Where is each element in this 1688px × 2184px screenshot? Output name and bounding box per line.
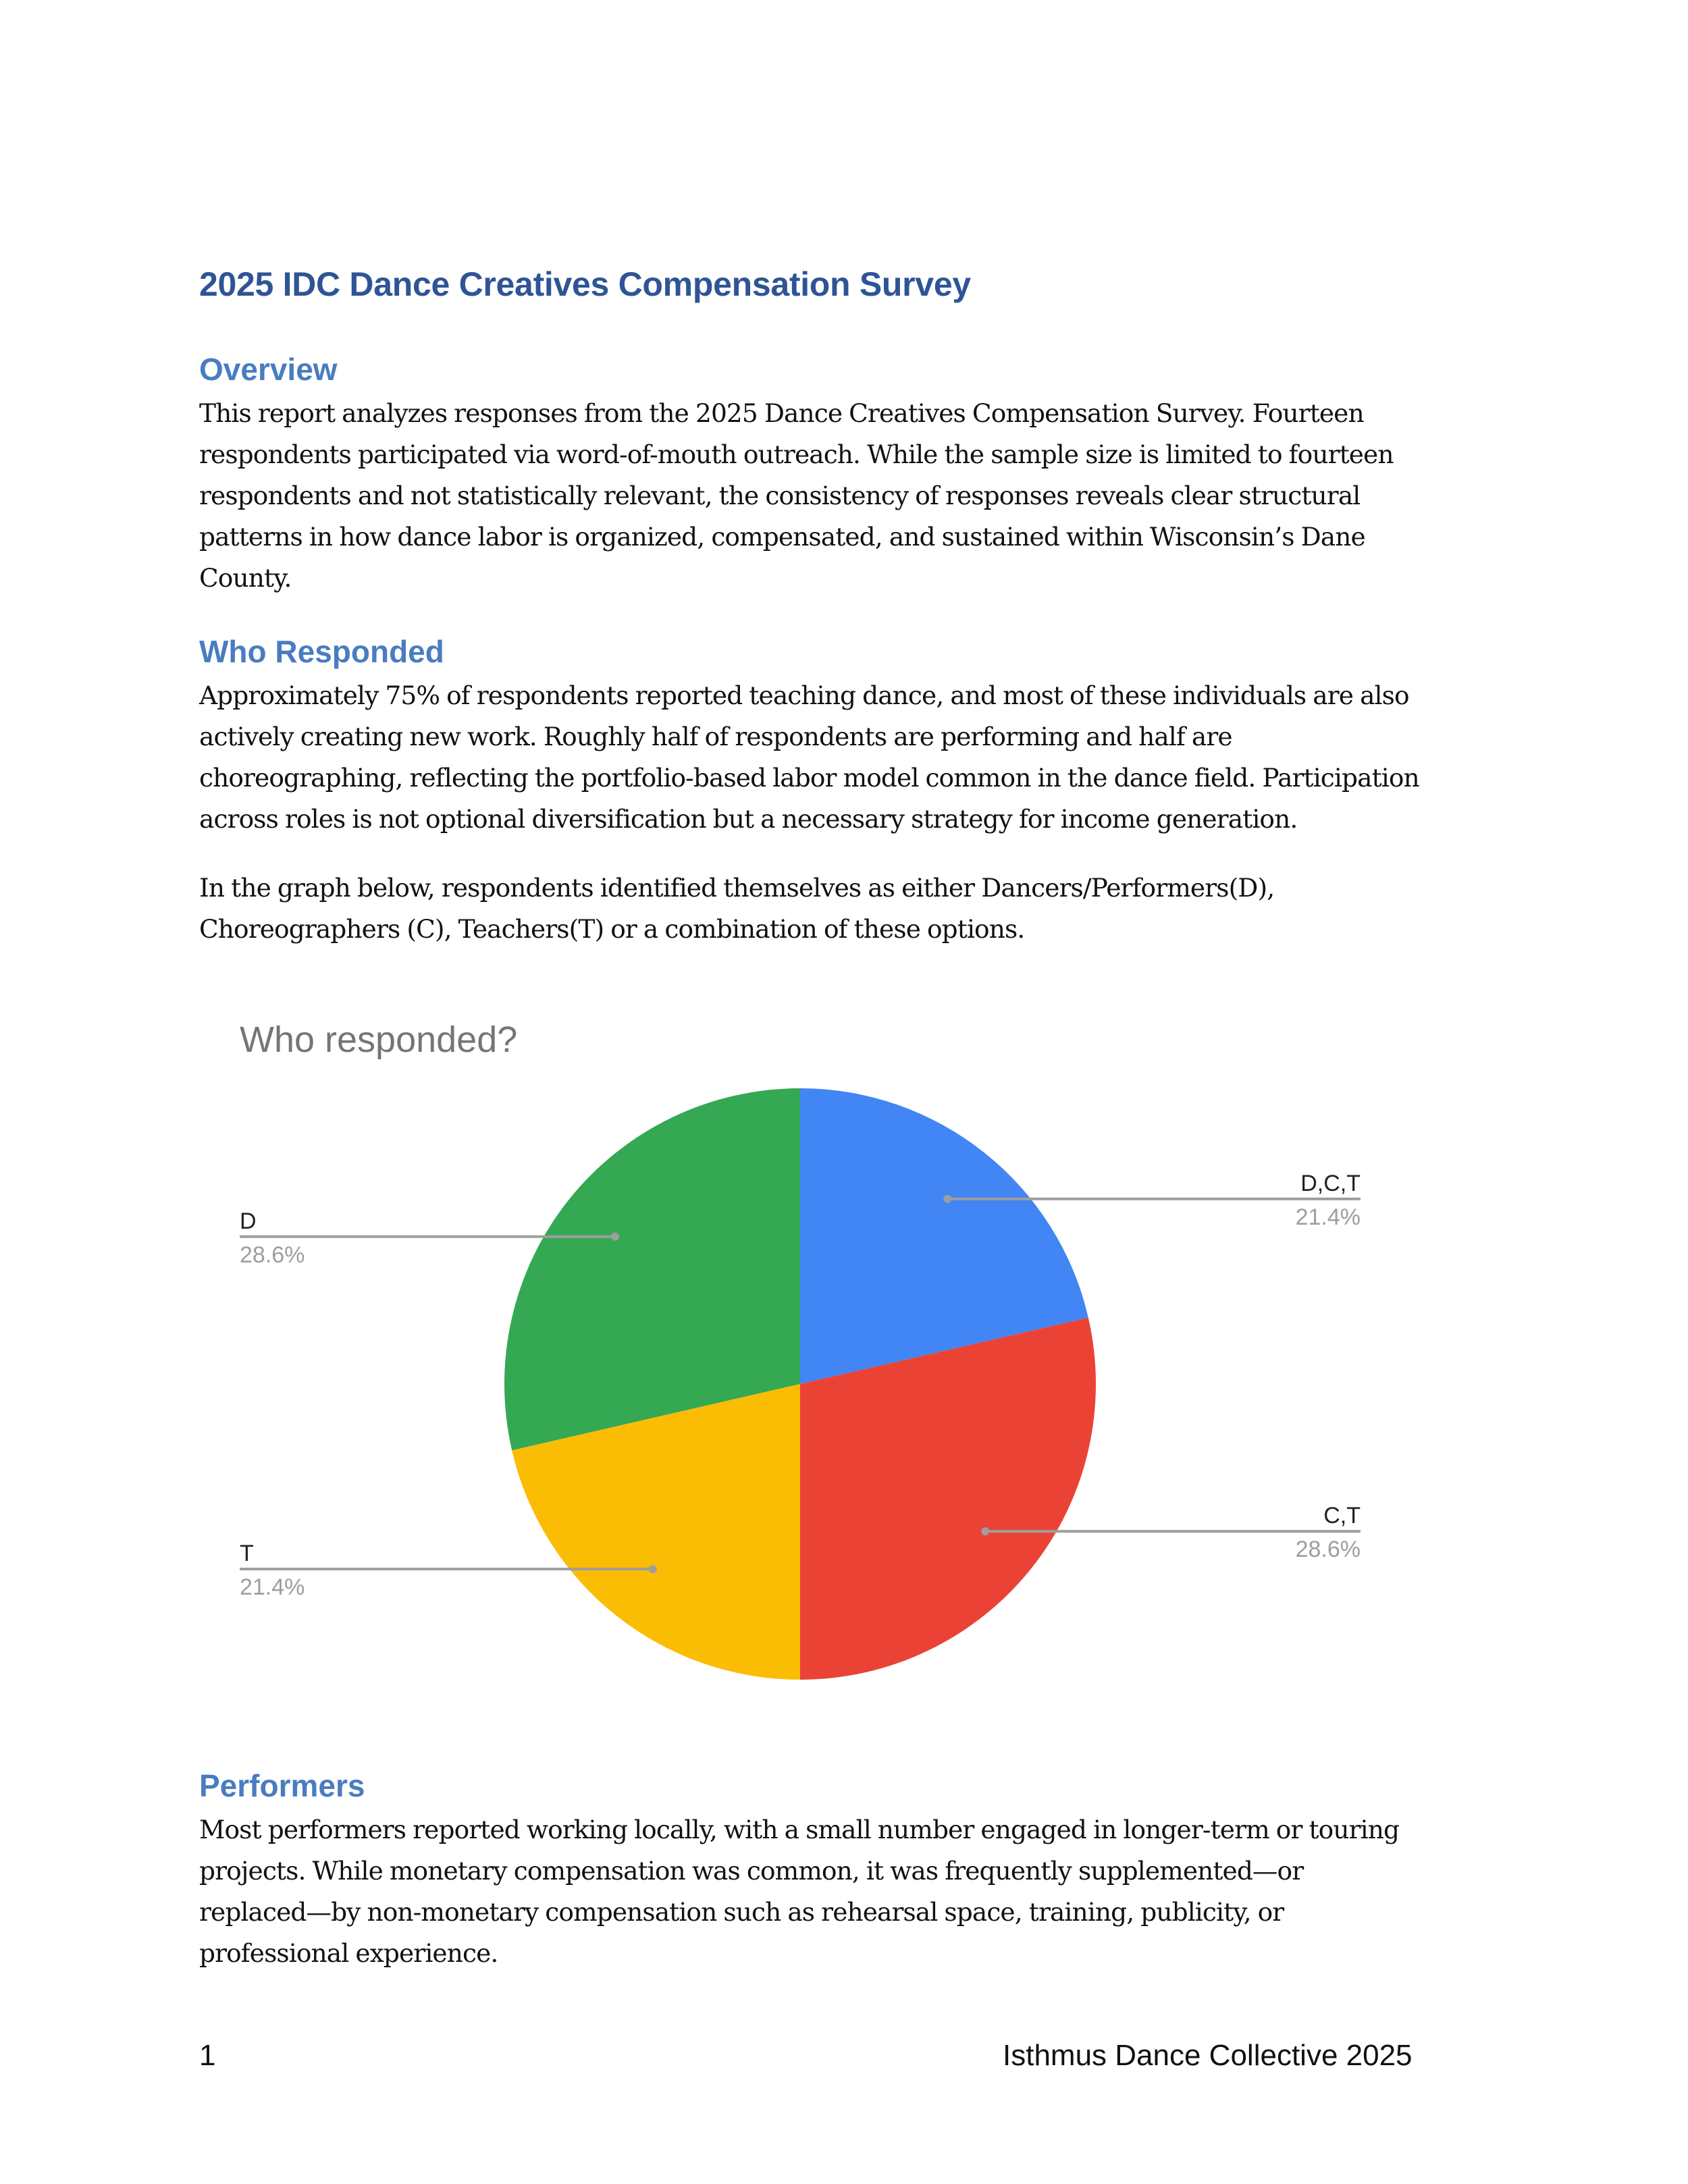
overview-heading: Overview bbox=[199, 352, 338, 387]
text-line: Choreographers (C), Teachers(T) or a combination of these options. bbox=[199, 914, 1025, 944]
slice-percent-label: 21.4% bbox=[1295, 1204, 1361, 1230]
text-line: Approximately 75% of respondents reported teaching dance, and most of these individuals are also bbox=[199, 681, 1409, 710]
slice-percent-label: 28.6% bbox=[240, 1242, 305, 1268]
text-line: This report analyzes responses from the 2025 Dance Creatives Compensation Survey. Fourteen bbox=[199, 398, 1364, 428]
page-number: 1 bbox=[199, 2039, 216, 2072]
text-line: respondents and not statistically relevant, the consistency of responses reveals clear structural bbox=[199, 481, 1361, 510]
text-line: Most performers reported working locally, with a small number engaged in longer-term or touring bbox=[199, 1815, 1400, 1844]
slice-label: T bbox=[240, 1541, 254, 1567]
text-line: In the graph below, respondents identified themselves as either Dancers/Performers(D), bbox=[199, 873, 1275, 903]
slice-label: C,T bbox=[1323, 1503, 1361, 1529]
text-line: across roles is not optional diversification but a necessary strategy for income generation. bbox=[199, 804, 1298, 834]
document-title: 2025 IDC Dance Creatives Compensation Survey bbox=[199, 265, 971, 303]
text-line: choreographing, reflecting the portfolio-based labor model common in the dance field. Participation bbox=[199, 763, 1419, 793]
footer-organization: Isthmus Dance Collective 2025 bbox=[1003, 2039, 1413, 2072]
text-line: projects. While monetary compensation was common, it was frequently supplemented—or bbox=[199, 1856, 1304, 1886]
graph-intro-paragraph bbox=[199, 868, 1512, 950]
text-line: professional experience. bbox=[199, 1938, 498, 1968]
slice-label: D bbox=[240, 1208, 257, 1234]
overview-paragraph bbox=[199, 393, 1512, 599]
text-line: respondents participated via word-of-mouth outreach. While the sample size is limited to fourteen bbox=[199, 440, 1394, 469]
pie-chart bbox=[203, 999, 1391, 1708]
performers-heading: Performers bbox=[199, 1768, 365, 1803]
slice-label: D,C,T bbox=[1300, 1170, 1361, 1196]
text-line: replaced—by non-monetary compensation such as rehearsal space, training, publicity, or bbox=[199, 1897, 1284, 1927]
who-responded-heading: Who Responded bbox=[199, 634, 444, 669]
slice-percent-label: 28.6% bbox=[1295, 1537, 1361, 1563]
pie-slices bbox=[504, 1088, 1096, 1680]
chart-title: Who responded? bbox=[240, 1019, 518, 1060]
text-line: patterns in how dance labor is organized, compensated, and sustained within Wisconsin’s Dane bbox=[199, 522, 1365, 552]
performers-paragraph bbox=[199, 1809, 1512, 1974]
text-line: County. bbox=[199, 563, 292, 593]
text-line: actively creating new work. Roughly half of respondents are performing and half are bbox=[199, 722, 1232, 751]
slice-percent-label: 21.4% bbox=[240, 1574, 305, 1601]
who-responded-paragraph bbox=[199, 675, 1512, 840]
